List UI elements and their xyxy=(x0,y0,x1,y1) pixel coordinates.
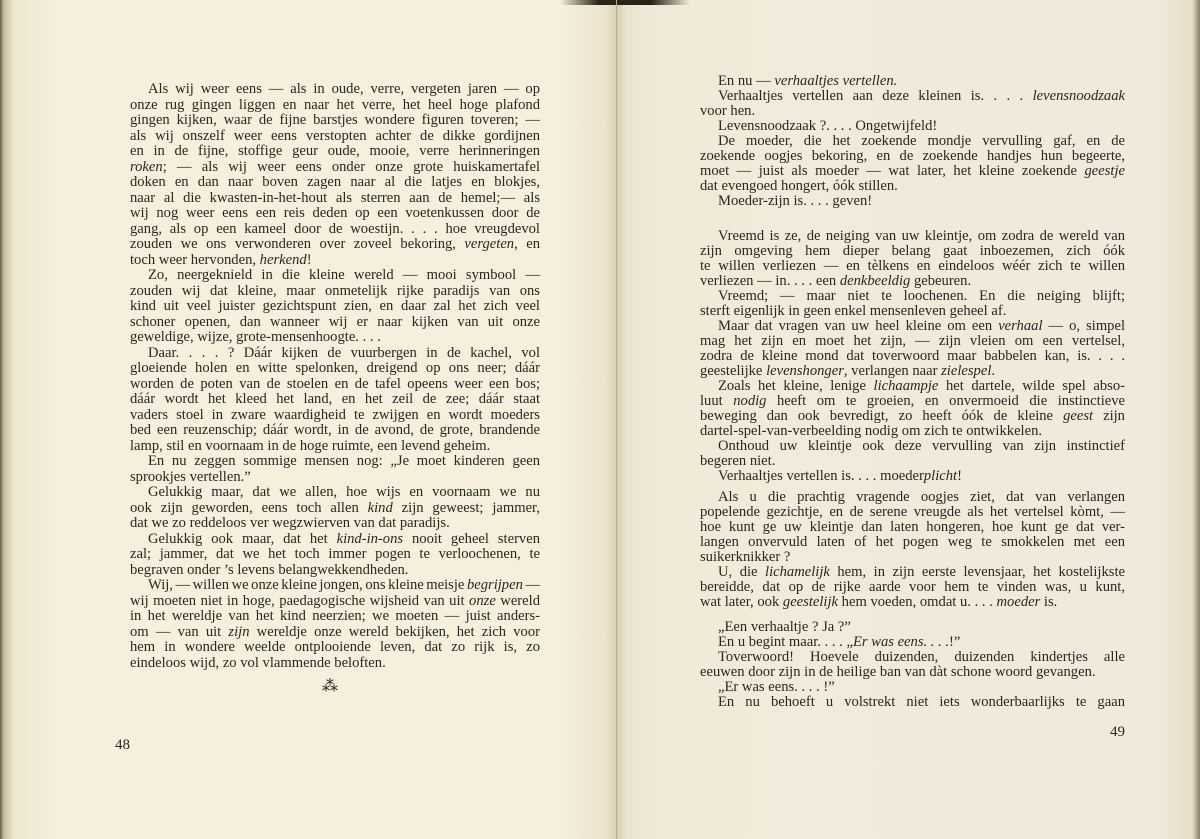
text-line: beweging dan ook bevredigt, zo heeft óók de kleine geest zijn xyxy=(700,408,1125,424)
emphasis: plicht xyxy=(923,468,958,484)
text-line: mag het zijn en moet het zijn, — zijn vleien om een vertelsel, xyxy=(700,333,1125,349)
text-line: popelende gezichtje, en de serene vreugde als het vertelsel kòmt, — xyxy=(700,504,1125,520)
emphasis: kind xyxy=(367,499,393,516)
text-line: zouden wij dat kleine, maar onmetelijk rijke paradijs van ons xyxy=(130,282,540,299)
paragraph xyxy=(130,454,540,485)
text-line: „Er was eens. . . . !” xyxy=(718,679,835,695)
paragraph xyxy=(130,485,540,532)
paragraph xyxy=(130,268,540,346)
text-line: Verhaaltjes vertellen is. . . . moederplicht! xyxy=(718,468,962,484)
emphasis: verhaal xyxy=(998,318,1043,334)
paragraph xyxy=(700,89,1125,119)
text-line: Gelukkig maar, dat we allen, hoe wijs en voornaam we nu xyxy=(148,484,540,500)
text-line: En nu zeggen sommige mensen nog: „Je moet kinderen geen xyxy=(148,453,540,469)
text-line: dat we zo reddeloos ver wegzwierven van dat paradijs. xyxy=(130,515,450,531)
text-line: geestelijke levenshonger, verlangen naar zielespel. xyxy=(700,363,996,379)
text-line: Wij, — willen we onze kleine jongen, ons kleine meisje begrijpen — xyxy=(148,577,540,593)
paragraph xyxy=(700,74,1125,89)
text-line: Verhaaltjes vertellen aan deze kleinen is. . . . levensnoodzaak xyxy=(718,88,1125,104)
paragraph xyxy=(700,650,1125,680)
text-line: En u begint maar. . . . „Er was eens. . . .!” xyxy=(718,634,961,650)
text-line: Zoals het kleine, lenige lichaampje het dartele, wilde spel abso- xyxy=(718,378,1125,394)
text-line: doken en dan naar boven zagen naar al die latjes en blokjes, xyxy=(130,174,540,190)
text-line: in het wereldje van het kind neerzien; we moeten — juist anders- xyxy=(130,608,540,624)
text-line: begeren niet. xyxy=(700,453,776,469)
text-line: kind uit veel juister gezichtspunt zien, en daar zal het zich veel xyxy=(130,298,540,314)
paragraph xyxy=(700,194,1125,209)
text-line: Levensnoodzaak ?. . . . Ongetwijfeld! xyxy=(718,118,938,134)
text-line: te willen verliezen — en tèlkens en eindeloos wéér zich te willen xyxy=(700,258,1125,274)
text-line: hem in wondere weelde ontplooiende leven, dat zo rijk is, zo xyxy=(130,639,540,655)
paragraph xyxy=(700,695,1125,710)
emphasis: lichamelijk xyxy=(765,564,830,580)
text-line: en in de fijne, stoffige geur oude, mooie, verre herinneringen xyxy=(130,143,540,159)
text-section xyxy=(700,74,1125,209)
emphasis: roken xyxy=(130,158,163,175)
text-section xyxy=(700,490,1125,610)
text-line: bereidde, dat op de rijke aarde voor hem te vinden was, u kunt, xyxy=(700,579,1125,595)
paragraph xyxy=(700,134,1125,194)
text-line: sterft eigenlijk in geen enkel mensenleven geheel af. xyxy=(700,303,1007,319)
text-line: roken; — als wij weer eens onder onze grote huiskamertafel xyxy=(130,158,540,175)
text-line: eeuwen door zijn in de heilige ban van dàt schone woord gevangen. xyxy=(700,664,1096,680)
text-line: wij nog weer eens een reis deden op een voetenkussen door de xyxy=(130,205,540,221)
paragraph xyxy=(700,319,1125,379)
text-line: zijn omgeving hem dieper belang gaat inboezemen, zich óók xyxy=(700,243,1125,259)
emphasis: vergeten xyxy=(464,236,515,252)
emphasis: moeder xyxy=(996,594,1041,610)
text-line: Vreemd; — maar niet te loochenen. En die neiging blijft; xyxy=(718,288,1125,304)
paragraph xyxy=(700,119,1125,134)
paragraph xyxy=(130,532,540,579)
text-line: Onthoud uw kleintje ook deze vervulling van zijn instinctief xyxy=(718,438,1125,454)
text-line: Maar dat vragen van uw heel kleine om een verhaal — o, simpel xyxy=(718,318,1125,334)
text-section xyxy=(700,229,1125,484)
right-page-text xyxy=(700,74,1125,710)
paragraph xyxy=(130,82,540,268)
text-line: om — van uit zijn wereldje onze wereld bekijken, het zich voor xyxy=(130,623,540,640)
text-line: bed een reuzenschip; dáár wordt, in de avond, de grote, brandende xyxy=(130,422,540,438)
text-line: zal; jammer, dat we het toch immer pogen te verloochenen, te xyxy=(130,546,540,562)
page-number-right: 49 xyxy=(1110,724,1125,740)
text-line: hoe kunt ge uw kleintje dan laten hongeren, hoe kunt ge dat ver- xyxy=(700,519,1125,535)
text-line: En nu behoeft u volstrekt niet iets wonderbaarlijks te gaan xyxy=(718,694,1125,710)
emphasis: zijn xyxy=(228,623,250,640)
text-line: luut nodig heeft om te groeien, en onvermoeid die instinctieve xyxy=(700,393,1125,409)
emphasis: levenshonger xyxy=(766,363,844,379)
text-line: vaders stoel in zware waardigheid te zwijgen en wordt moeders xyxy=(130,406,540,423)
emphasis: geest xyxy=(1063,408,1094,424)
emphasis: kind-in-ons xyxy=(336,530,404,547)
text-line: toch weer hervonden, herkend! xyxy=(130,251,312,268)
text-line: wij moeten niet in hoge, paedagogische wijsheid van uit onze wereld xyxy=(130,592,541,609)
emphasis: Er was eens. . . . xyxy=(852,634,950,650)
text-line: lamp, stil en voornaam in de hoge ruimte, een levend geheim. xyxy=(130,437,491,454)
emphasis: geestje xyxy=(1084,163,1125,179)
text-line: voor hen. xyxy=(700,103,756,119)
text-line: dartel-spel-van-verbeelding nodig om zich te ontwikkelen. xyxy=(700,423,1043,439)
paragraph xyxy=(700,680,1125,695)
text-line: zoekende oogjes bekoring, en de zoekende handjes hun begeerte, xyxy=(700,148,1125,164)
text-line: gang, als op een kameel door de woestijn. . . . hoe vreugdevol xyxy=(130,220,540,237)
text-line: Daar. . . . ? Dáár kijken de vuurbergen in de kachel, vol xyxy=(148,344,540,361)
text-section xyxy=(130,82,540,671)
paragraph xyxy=(700,565,1125,610)
text-line: U, die lichamelijk hem, in zijn eerste levensjaar, het kostelijkste xyxy=(718,564,1125,580)
text-line: onze rug gingen liggen en naar het verre, het heel hoge plafond xyxy=(130,96,540,113)
emphasis: verhaaltjes vertellen. xyxy=(774,73,898,89)
text-line: En nu — verhaaltjes vertellen. xyxy=(718,73,898,89)
emphasis: lichaampje xyxy=(873,378,939,394)
paragraph xyxy=(700,289,1125,319)
text-line: Zo, neergeknield in die kleine wereld — mooi symbool — xyxy=(148,267,540,283)
paragraph xyxy=(130,578,540,671)
text-line: ook zijn geworden, eens toch allen kind zijn geweest; jammer, xyxy=(130,499,540,516)
emphasis: zielespel xyxy=(941,363,992,379)
book-spine-edge xyxy=(560,0,690,5)
text-line: dáár wordt het kleed het land, en het zeil de zee; dáár staat xyxy=(130,391,540,407)
emphasis: herkend xyxy=(259,251,307,268)
paragraph xyxy=(700,469,1125,484)
emphasis: onze xyxy=(469,592,496,609)
gutter xyxy=(616,0,617,839)
text-line: gloeiende holen en witte spelonken, dreigend op ons neer; dáár xyxy=(130,360,540,376)
text-line: Als u die prachtig vragende oogjes ziet, dat van verlangen xyxy=(718,489,1125,505)
text-line: schoner openen, dan wanneer wij er naar kijken van uit onze xyxy=(130,313,540,330)
text-line: geweldige, wijze, grote-mensenhoogte. . . . xyxy=(130,329,381,345)
text-line: zodra de kleine mond dat toverwoord maar babbelen kan, is. . . . xyxy=(700,348,1125,364)
text-line: als wij onszelf weer eens verstopten achter de dikke gordijnen xyxy=(130,127,540,144)
paragraph xyxy=(130,346,540,455)
text-line: suikerknikker ? xyxy=(700,549,791,565)
emphasis: geestelijk xyxy=(782,594,839,610)
text-line: dat evengoed hongert, óók stillen. xyxy=(700,178,898,194)
text-line: moet — juist als moeder — wat later, het kleine zoekende geestje xyxy=(700,163,1125,179)
text-line: begraven onder ’s levens belangwekkendheden. xyxy=(130,561,409,578)
page-number-left: 48 xyxy=(115,737,130,753)
text-line: worden de poten van de stoelen en de tafel opeens weer een bos; xyxy=(130,375,540,392)
paragraph xyxy=(700,229,1125,289)
text-line: sprookjes vertellen.” xyxy=(130,468,251,485)
paragraph xyxy=(700,635,1125,650)
text-line: langen onvervuld laten of het pogen weg te smokkelen met een xyxy=(700,534,1125,550)
text-line: eindeloos wijd, zo vol vlammende beloften. xyxy=(130,654,386,671)
text-line: De moeder, die het zoekende mondje vervulling gaf, en de xyxy=(718,133,1125,149)
text-line: wat later, ook geestelijk hem voeden, omdat u. . . . moeder is. xyxy=(700,594,1058,610)
section-ornament: ⁂ xyxy=(322,678,338,695)
text-line: verliezen — in. . . . een denkbeeldig gebeuren. xyxy=(700,273,972,289)
paragraph xyxy=(700,490,1125,565)
text-line: zouden we ons verwonderen over zoveel bekoring, vergeten, en xyxy=(130,236,540,252)
text-line: Vreemd is ze, de neiging van uw kleintje, om zodra de wereld van xyxy=(718,228,1125,244)
paragraph xyxy=(700,439,1125,469)
text-line: „Een verhaaltje ? Ja ?” xyxy=(718,619,851,635)
emphasis: nodig xyxy=(733,393,767,409)
emphasis: denkbeeldig xyxy=(839,273,911,289)
text-line: naar al die kwasten-in-het-hout als sterren aan de hemel;— als xyxy=(130,189,540,206)
text-line: Toverwoord! Hoevele duizenden, duizenden kindertjes alle xyxy=(718,649,1125,665)
left-page-text xyxy=(130,82,540,671)
text-line: Gelukkig ook maar, dat het kind-in-ons nooit geheel sterven xyxy=(148,530,540,547)
text-line: Moeder-zijn is. . . . geven! xyxy=(718,193,873,209)
paragraph xyxy=(700,620,1125,635)
text-line: gingen kijken, waar de fijne barstjes wondere figuren toveren; — xyxy=(130,112,540,128)
emphasis: begrijpen xyxy=(466,577,523,593)
text-section xyxy=(700,620,1125,710)
text-line: Als wij weer eens — als in oude, verre, vergeten jaren — op xyxy=(148,81,540,97)
paragraph xyxy=(700,379,1125,439)
emphasis: levensnoodzaak xyxy=(1032,88,1125,104)
